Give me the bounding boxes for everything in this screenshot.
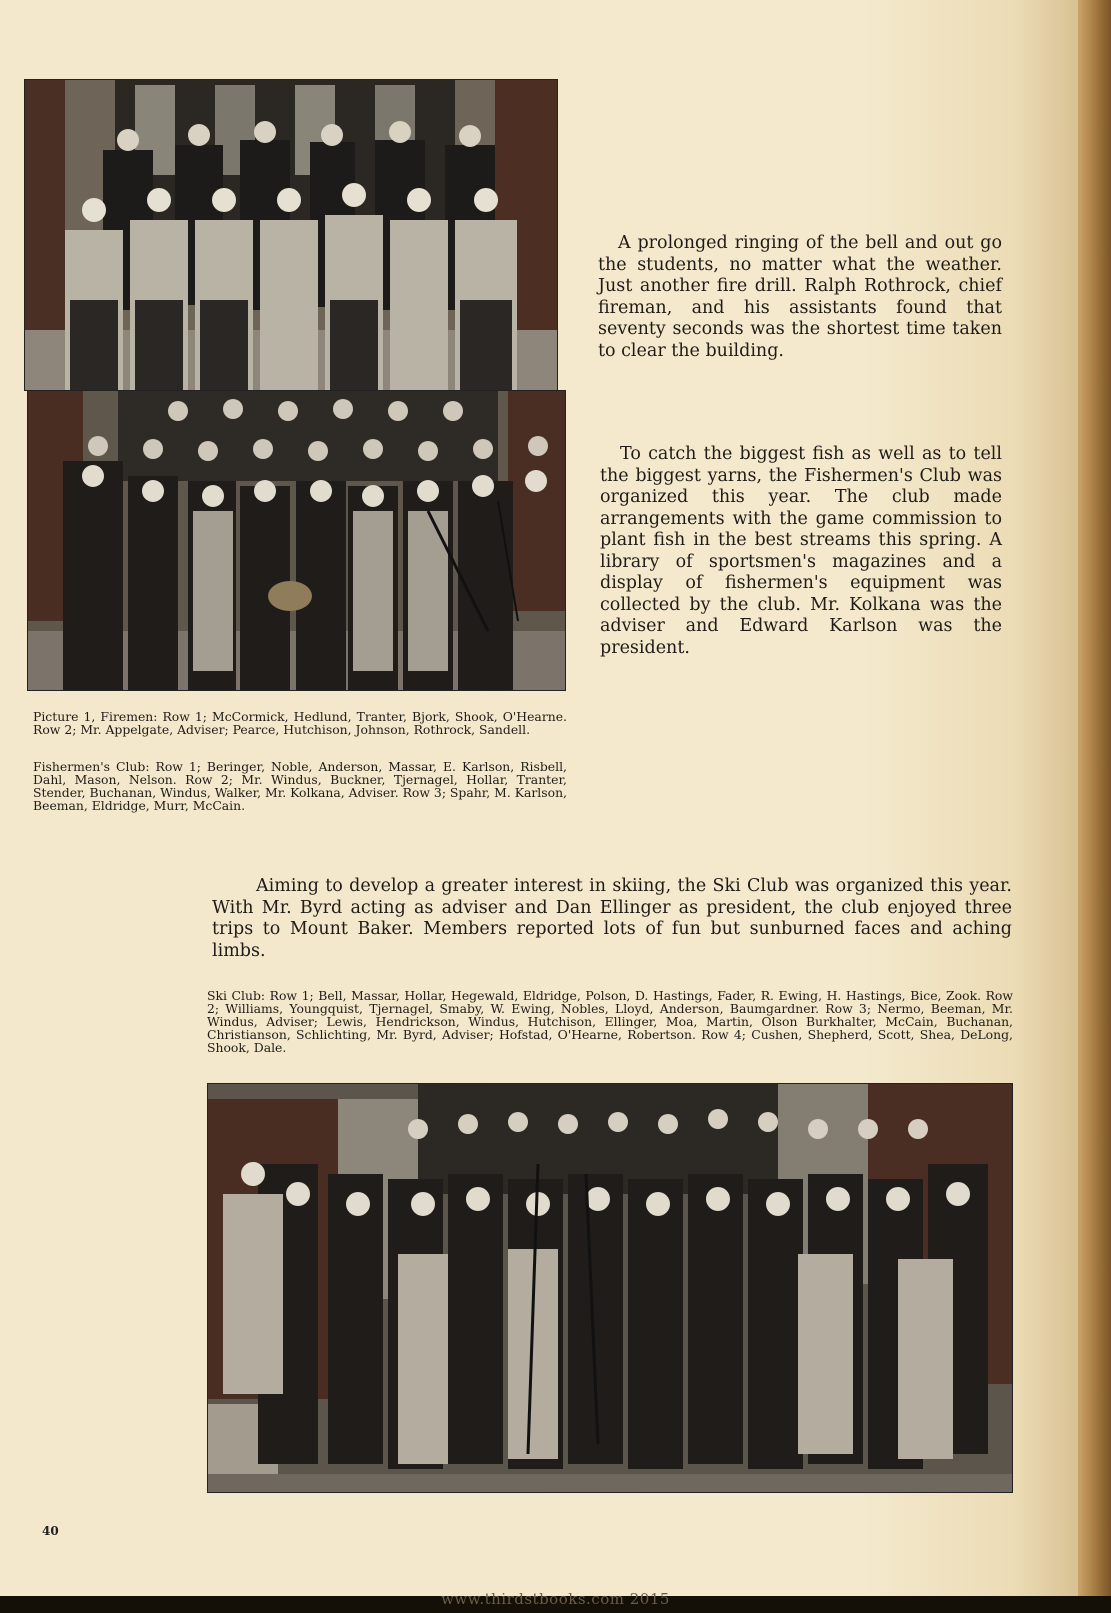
ski-club-photo bbox=[208, 1084, 1012, 1492]
firemen-photo bbox=[25, 80, 557, 390]
ski-club-caption: Ski Club: Row 1; Bell, Massar, Hollar, Hegewald, Eldridge, Polson, D. Hastings, Fader, R. Ewing, H. Hastings, Bice, Zook. Row 2; Williams, Youngquist, Tjernagel, Smaby, W. Ewing, Nobles, Lloyd, Anderson, Baumgardner. Row 3; Nermo, Beeman, Mr. Windus, Adviser; Lewis, Hendrickson, Windus, Hutchison, Ellinger, Moa, Martin, Olson Burkhalter, McCain, Buchanan, Christianson, Schlichting, Mr. Byrd, Adviser; Hofstad, O'Hearne, Robertson. Row 4; Cushen, Shepherd, Scott, Shea, DeLong, Shook, Dale. bbox=[207, 988, 1013, 1055]
fishermen-photo-image bbox=[28, 391, 565, 690]
fishermen-paragraph: To catch the biggest fish as well as to tell the biggest yarns, the Fishermen's Club was organized this year. The club made arrangements with the game commission to plant fish in the best streams this spring. A library of sportsmen's magazines and a display of fishermen's equipment was collected by the club. Mr. Kolkana was the adviser and Edward Karlson was the president. bbox=[600, 444, 1002, 658]
firemen-caption: Picture 1, Firemen: Row 1; McCormick, Hedlund, Tranter, Bjork, Shook, O'Hearne. Row 2; Mr. Appelgate, Adviser; Pearce, Hutchison, Johnson, Rothrock, Sandell. bbox=[33, 709, 567, 737]
fishermen-photo bbox=[28, 391, 565, 690]
watermark: www.thirdstbooks.com 2015 bbox=[441, 1590, 670, 1608]
fishermen-caption: Fishermen's Club: Row 1; Beringer, Noble, Anderson, Massar, E. Karlson, Risbell, Dahl, Mason, Nelson. Row 2; Mr. Windus, Buckner, Tjernagel, Hollar, Tranter, Stender, Buchanan, Windus, Walker, Mr. Kolkana, Adviser. Row 3; Spahr, M. Karlson, Beeman, Eldridge, Murr, McCain. bbox=[33, 759, 567, 813]
firemen-photo-image bbox=[25, 80, 557, 390]
ski-club-paragraph: Aiming to develop a greater interest in skiing, the Ski Club was organized this year. With Mr. Byrd acting as adviser and Dan Ellinger as president, the club enjoyed three trips to Mount Baker. Members reported lots of fun but sunburned faces and aching limbs. bbox=[212, 876, 1012, 961]
book-binding bbox=[1078, 0, 1111, 1596]
firemen-paragraph: A prolonged ringing of the bell and out go the students, no matter what the weather. Just another fire drill. Ralph Rothrock, chief fireman, and his assistants found that seventy seconds was the shortest time taken to clear the building. bbox=[598, 233, 1002, 361]
ski-club-photo-image bbox=[208, 1084, 1012, 1492]
page-number: 40 bbox=[42, 1524, 59, 1538]
